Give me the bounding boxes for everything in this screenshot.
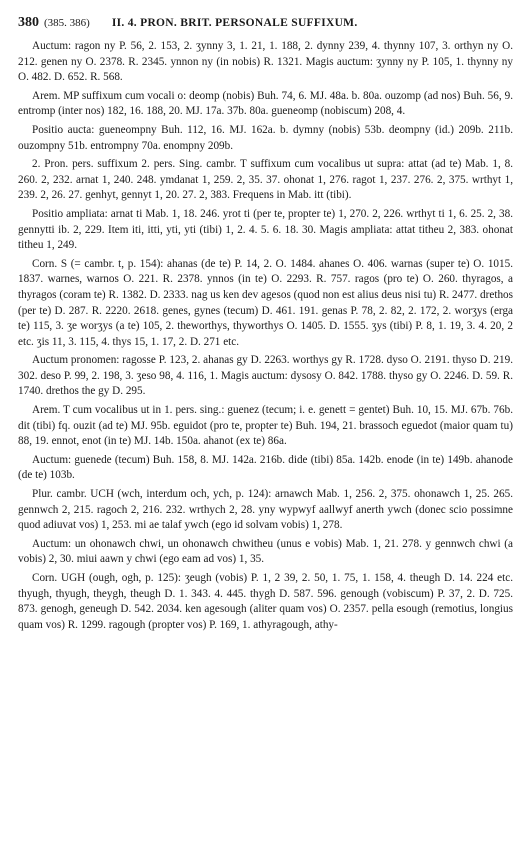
paragraph: Corn. UGH (ough, ogh, p. 125): ʒeugh (vobis) P. 1, 2 39, 2. 50, 1. 75, 1. 158, 4. theugh D. 14. 224 etc. thyugh, thyugh, theygh, theugh D. 1. 343. 4. 445. thygh D. 587. 596. genough (vobiscum) P. 37, 2. D. 725. 873. genogh, geneugh D. 542. 2034. ken agesough (aliter quam vos) O. 2357. pella esough (remotius, longius quam vos) R. 1299. ragough (propter vos) P. 169, 1. athyragough, athy- [18,572,513,631]
column-reference: (385. 386) [44,17,90,29]
paragraph: Auctum pronomen: ragosse P. 123, 2. ahanas gy D. 2263. worthys gy R. 1728. dyso O. 2191. thyso D. 219. 302. deso P. 99, 2. 198, 3. ʒeso 98, 4. 116, 1. Magis auctum: dysosy O. 842. 1788. thyso gy O. 2246. D. 59. R. 1740. drethos the gy D. 295. [18,354,513,398]
paragraph: Arem. MP suffixum cum vocali o: deomp (nobis) Buh. 74, 6. MJ. 48a. b. 80a. ouzomp (ad nos) Buh. 56, 9. entromp (inter nos) 182, 16. 188, 20. MJ. 17a. 37b. 80a. gueneomp (nobiscum) 208, 4. [18,89,513,118]
running-title: II. 4. PRON. BRIT. PERSONALE SUFFIXUM. [111,17,358,29]
paragraph: Plur. cambr. UCH (wch, interdum och, ych, p. 124): arnawch Mab. 1, 256. 2, 375. ohonawch 1, 25. 265. gennwch 2, 215. ragoch 2, 216. 232. wrthych 2, 28. yny wypwyf aallwyf anerth ywch (donec scio possimne quod adiuvat vos) 1, 253. mi ae talaf ywch (ego id solvam vobis) 1, 278. [18,488,513,532]
paragraph: Positio ampliata: arnat ti Mab. 1, 18. 246. yrot ti (per te, propter te) 1, 270. 2, 226. wrthyt ti 1, 6. 25. 2, 38. gennytti ib. 2, 229. Item iti, itti, yti, yti (tibi) 1, 2. 4. 5. 6. 18. 30. Magis ampliata: attat titheu 2, 383. ohonat titheu 1, 249. [18,207,513,252]
page-body [18,39,513,633]
paragraph: Auctum: un ohonawch chwi, un ohonawch chwitheu (unus e vobis) Mab. 1, 21. 278. y gennwch chwi (a vobis) 2, 30. miui aawn y chwi (ego eam ad vos) 1, 35. [18,537,513,566]
running-head [18,14,513,32]
paragraph: Auctum: ragon ny P. 56, 2. 153, 2. ʒynny 3, 1. 21, 1. 188, 2. dynny 239, 4. thynny 107, 3. orthyn ny O. 212. genen ny O. 2378. R. 2345. ynnon ny (in nobis) R. 1321. Magis auctum: ʒynny ny P. 105, 1. thynny ny O. 482. D. 652. R. 568. [18,40,513,84]
paragraph: 2. Pron. pers. suffixum 2. pers. Sing. cambr. T suffixum cum vocalibus ut supra: attat (ad te) Mab. 1, 8. 260. 2, 232. arnat 1, 240. 248. ymdanat 1, 259. 2, 35. 37. ohonat 1, 276. ragot 1, 237. 276. 2, 375. wrthyt 1, 239. 2, 26. 27. genhyt, gennyt 1, 20. 27. 2, 383. Frequens in Mab. itt (tibi). [18,158,513,202]
paragraph: Arem. T cum vocalibus ut in 1. pers. sing.: guenez (tecum; i. e. genett = gentet) Buh. 10, 15. MJ. 67b. 76b. dit (tibi) fq. ouzit (ad te) MJ. 95b. eguidot (pro te, propter te) Buh. 194, 21. brassoch eguedot (maior quam tu) 88, 19. ennot, enot (in te) MJ. 14b. 150a. ahanot (ex te) 86a. [18,404,513,448]
paragraph: Positio aucta: gueneompny Buh. 112, 16. MJ. 162a. b. dymny (nobis) 53b. deompny (id.) 209b. 211b. ouzompny 51b. entrompny 70a. enompny 209b. [18,123,513,152]
paragraph: Auctum: guenede (tecum) Buh. 158, 8. MJ. 142a. 216b. dide (tibi) 85a. 142b. enode (in te) 149b. ahanode (de te) 103b. [18,453,513,482]
paragraph: Corn. S (= cambr. t, p. 154): ahanas (de te) P. 14, 2. O. 1484. ahanes O. 406. warnas (super te) O. 1015. 1837. warnes, warnos O. 221. R. 2378. ynnos (in te) O. 2293. R. 757. ragos (pro te) O. 260. thyragos, a thyragos (coram te) R. 1382. D. 2333. nag us ken dev agesos (quod non est alius deus nisi tu) R. 2477. drethos (per te) D. 287. R. 2220. 2618. genes, gynes (tecum) D. 461. 191. genas P. 78, 2. 82, 2. 172, 2. worʒys (erga te) 115, 3. ʒe worʒys (a te) 105, 2. theworthys, thyworthys O. 1405. D. 1555. ʒys (tibi) P. 8, 1. 19, 3. 4. 20, 2 etc. ʒis 11, 3. 115, 4. thys 15, 1. 17, 2. D. 271 etc. [18,257,513,348]
page-number: 380 [18,15,39,30]
